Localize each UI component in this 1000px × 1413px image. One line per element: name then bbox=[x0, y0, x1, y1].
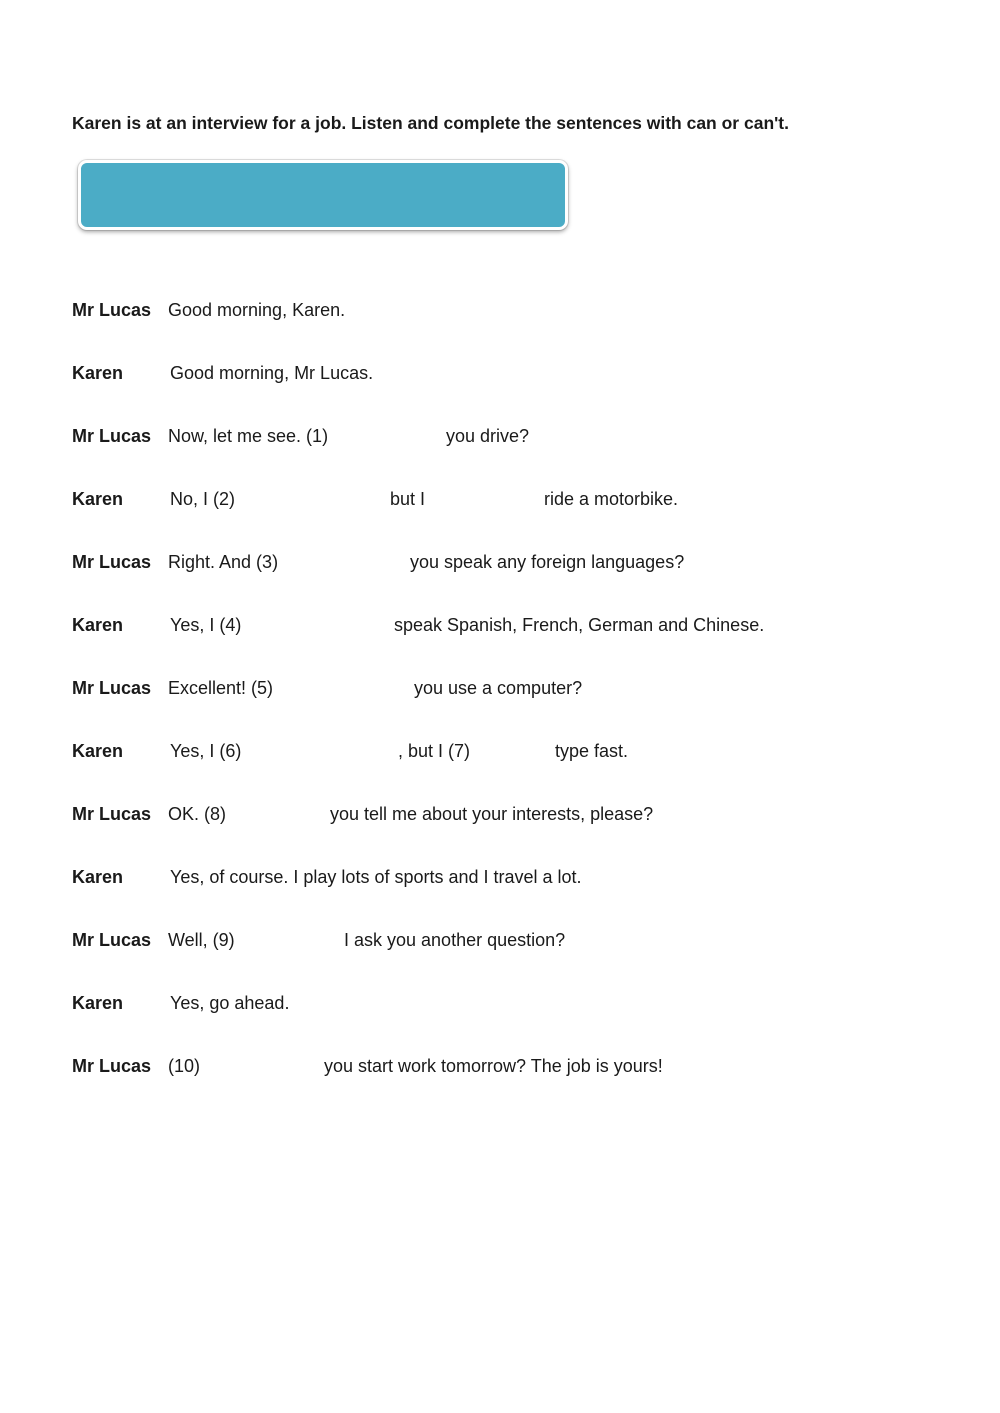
dialogue-line-6 bbox=[0, 615, 1000, 639]
speaker-name: Karen bbox=[72, 867, 124, 887]
answer-blank-9[interactable] bbox=[242, 930, 338, 950]
dialogue-text: Good morning, Karen. bbox=[168, 300, 346, 320]
instruction-text: Karen is at an interview for a job. Listen and complete the sentences with can or can't. bbox=[72, 113, 789, 133]
dialogue-line-1 bbox=[0, 300, 1000, 324]
answer-blank-10[interactable] bbox=[206, 1056, 318, 1076]
answer-blank-2b[interactable] bbox=[432, 489, 538, 509]
dialogue-text: Yes, I (6) bbox=[170, 741, 242, 761]
dialogue-line-9 bbox=[0, 804, 1000, 828]
dialogue-line-13 bbox=[0, 1056, 1000, 1080]
dialogue-text: Well, (9) bbox=[168, 930, 235, 950]
dialogue-line-12 bbox=[0, 993, 1000, 1017]
dialogue-text: ride a motorbike. bbox=[544, 489, 679, 509]
dialogue-text: No, I (2) bbox=[170, 489, 236, 509]
dialogue-line-10 bbox=[0, 867, 1000, 891]
dialogue-line-7 bbox=[0, 678, 1000, 702]
answer-blank-2[interactable] bbox=[240, 489, 384, 509]
dialogue-text: Good morning, Mr Lucas. bbox=[170, 363, 374, 383]
dialogue-text: you speak any foreign languages? bbox=[410, 552, 685, 572]
speaker-name: Mr Lucas bbox=[72, 426, 152, 446]
audio-player[interactable] bbox=[78, 160, 568, 230]
answer-blank-8[interactable] bbox=[232, 804, 324, 824]
answer-blank-5[interactable] bbox=[280, 678, 408, 698]
dialogue-text: type fast. bbox=[555, 741, 629, 761]
answer-blank-7[interactable] bbox=[478, 741, 548, 761]
dialogue-text: Right. And (3) bbox=[168, 552, 279, 572]
dialogue-text: Yes, I (4) bbox=[170, 615, 242, 635]
answer-blank-1[interactable] bbox=[336, 426, 440, 446]
dialogue-text: speak Spanish, French, German and Chinese. bbox=[394, 615, 765, 635]
answer-blank-3[interactable] bbox=[286, 552, 404, 572]
dialogue-text: you tell me about your interests, please? bbox=[330, 804, 654, 824]
speaker-name: Karen bbox=[72, 993, 124, 1013]
dialogue-text: you drive? bbox=[446, 426, 530, 446]
speaker-name: Karen bbox=[72, 741, 124, 761]
dialogue-text: , but I (7) bbox=[398, 741, 471, 761]
speaker-name: Mr Lucas bbox=[72, 300, 152, 320]
dialogue-line-2 bbox=[0, 363, 1000, 387]
dialogue-text: Yes, go ahead. bbox=[170, 993, 290, 1013]
dialogue-text: Yes, of course. I play lots of sports and I travel a lot. bbox=[170, 867, 582, 887]
dialogue-text: Excellent! (5) bbox=[168, 678, 274, 698]
dialogue-text: you start work tomorrow? The job is yours! bbox=[324, 1056, 663, 1076]
speaker-name: Karen bbox=[72, 615, 124, 635]
speaker-name: Mr Lucas bbox=[72, 678, 152, 698]
speaker-name: Mr Lucas bbox=[72, 930, 152, 950]
answer-blank-4[interactable] bbox=[250, 615, 388, 635]
speaker-name: Karen bbox=[72, 363, 124, 383]
dialogue-line-11 bbox=[0, 930, 1000, 954]
dialogue-text: (10) bbox=[168, 1056, 201, 1076]
speaker-name: Mr Lucas bbox=[72, 552, 152, 572]
answer-blank-6[interactable] bbox=[250, 741, 394, 761]
dialogue-text: OK. (8) bbox=[168, 804, 227, 824]
dialogue-text: but I bbox=[390, 489, 426, 509]
speaker-name: Mr Lucas bbox=[72, 804, 152, 824]
dialogue-line-3 bbox=[0, 426, 1000, 450]
speaker-name: Karen bbox=[72, 489, 124, 509]
dialogue-line-4 bbox=[0, 489, 1000, 513]
speaker-name: Mr Lucas bbox=[72, 1056, 152, 1076]
dialogue-line-5 bbox=[0, 552, 1000, 576]
dialogue-line-8 bbox=[0, 741, 1000, 765]
dialogue-text: Now, let me see. (1) bbox=[168, 426, 329, 446]
dialogue-text: you use a computer? bbox=[414, 678, 583, 698]
dialogue-text: I ask you another question? bbox=[344, 930, 566, 950]
